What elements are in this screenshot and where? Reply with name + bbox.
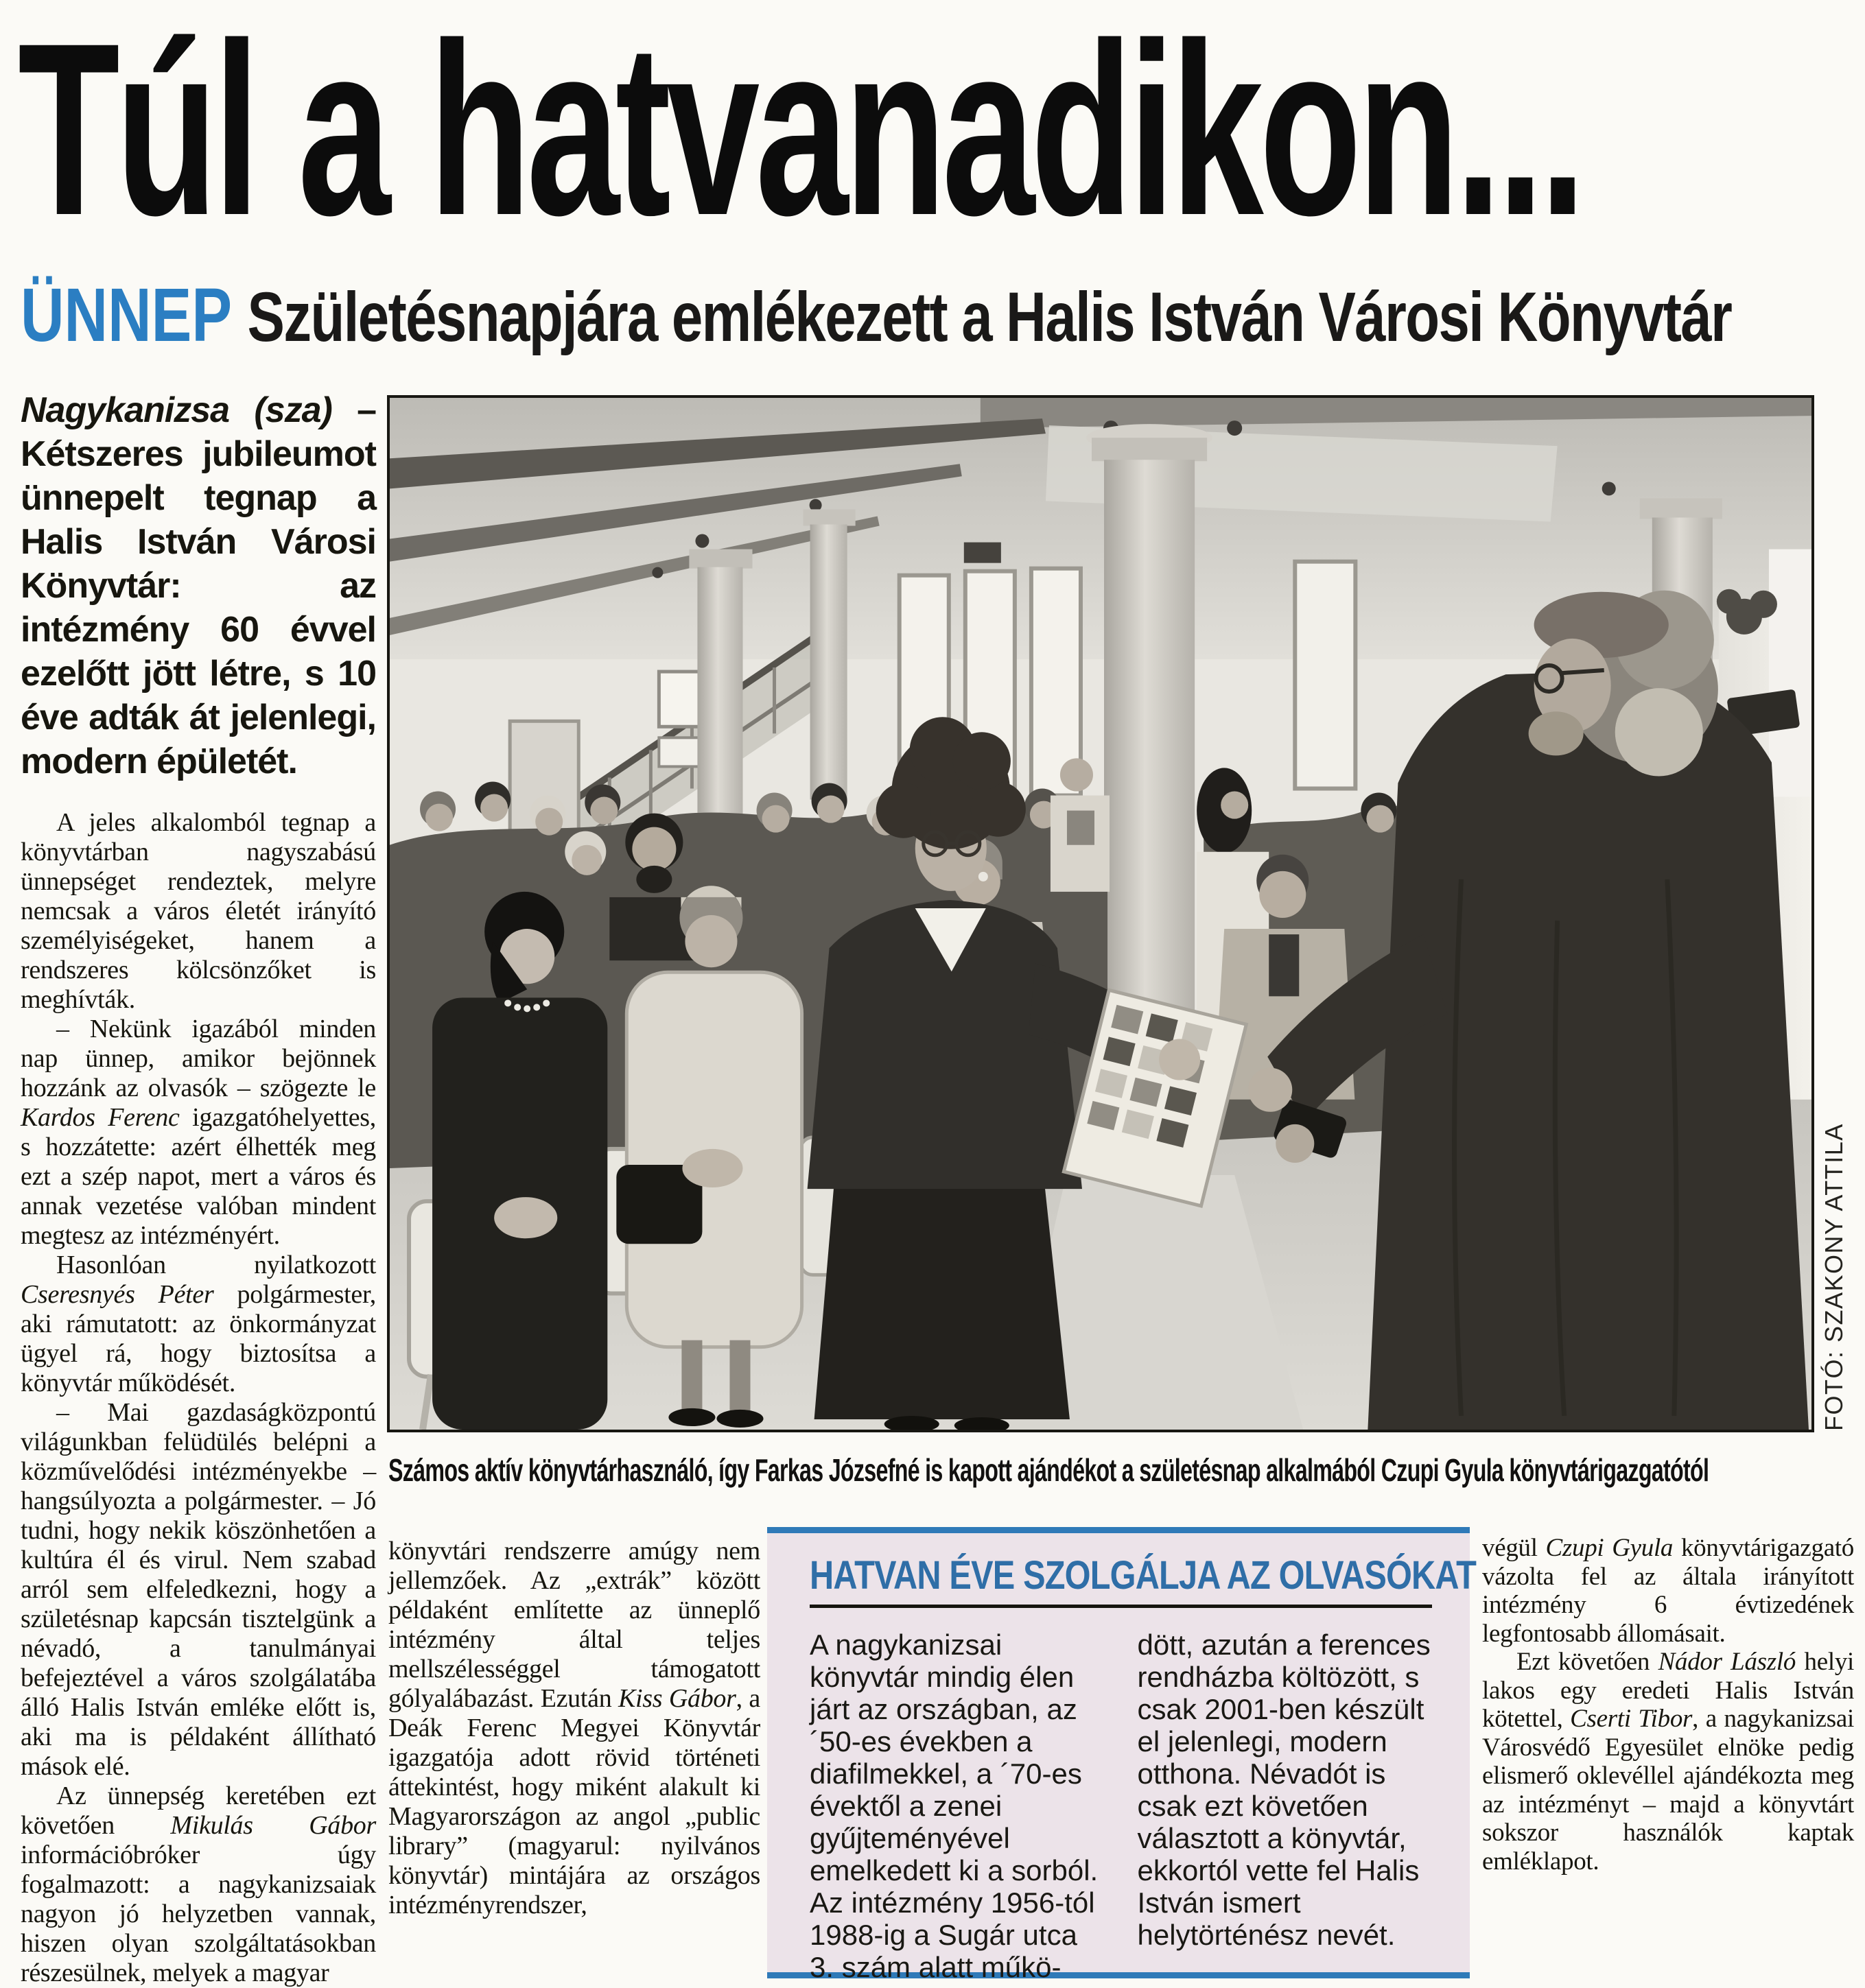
subhead: Születésnapjára emlékezett a Halis István Városi Könyvtár xyxy=(247,278,1732,356)
infobox-column-left: A nagykanizsai könyvtár mindig élen járt az országban, az ´50-es években a diafilmekkel, a ´70-es évektől a zenei gyűjteményével emelkedett ki a sorból. Az intézmény 1956-tól 1988-ig a Sugár utca 3. szám alatt műkö- xyxy=(810,1629,1099,1983)
lead-paragraph: Nagykanizsa (sza) – Kétszeres jubileumot ünnepelt tegnap a Halis István Városi Könyvtár: az intézmény 60 évvel ezelőtt jött létre, s 10 éve adták át jelenlegi, modern épületét. xyxy=(21,390,376,781)
paragraph: Hasonlóan nyilatkozott Cseresnyés Péter polgármester, aki rámutatott: az önkormányzat ügyel rá, hogy biztosítsa a könyvtár működését. xyxy=(21,1251,376,1397)
article-column-2 xyxy=(388,1537,760,1920)
paragraph: A jeles alkalomból tegnap a könyvtárban nagyszabású ünnepséget rendeztek, melyre nemcsak a város életét irányító személyiségeket, hanem a rendszeres kölcsönzőket is meghívták. xyxy=(21,808,376,1014)
article-column-3 xyxy=(1482,1534,1854,1875)
photo-caption xyxy=(388,1452,1829,1494)
paragraph: – Mai gazdaságközpontú világunkban felüdülés belépni a közművelődési intézményekbe – hangsúlyozta a polgármester. – Jó tudni, hogy nekik köszönhetően a kultúra él és virul. Nem szabad arról sem elfeledkezni, hogy a születésnap kapcsán tisztelgünk a névadó, a tanulmányai befejeztével a város szolgálatába álló Halis István emléke előtt is, aki ma is példaként állítható mások elé. xyxy=(21,1398,376,1781)
divider xyxy=(810,1605,1432,1608)
paragraph: könyvtári rendszerre amúgy nem jellemzőek. Az „extrák” között példaként említette az ünneplő intézmény által teljes mellszélességgel támogatott gólyalábazást. Ezután Kiss Gábor, a Deák Ferenc Megyei Könyvtár igazgatója adott rövid történeti áttekintést, hogy miként alakult ki Magyarországon az angol „public library” (magyarul: nyilvános könyvtár) mintájára az országos intézményrendszer, xyxy=(388,1537,760,1919)
photo-credit: FOTÓ: SZAKONY ATTILA xyxy=(1820,1123,1848,1431)
paragraph: végül Czupi Gyula könyvtárigazgató vázolta fel az általa irányított intézmény 6 évtizedének legfontosabb állomásait. xyxy=(1482,1534,1855,1648)
kicker: ÜNNEP xyxy=(21,273,233,357)
headline xyxy=(18,0,1865,266)
photo-caption-text: Számos aktív könyvtárhasználó, így Farkas Józsefné is kapott ajándékot a születésnap alkalmából Czupi Gyula könyvtárigazgatótól xyxy=(388,1452,1709,1488)
article-column-1 xyxy=(21,388,376,1988)
paragraph: Ezt követően Nádor László helyi lakos egy eredeti Halis István kötettel, Cserti Tibor, a nagykanizsai Városvédő Egyesület elnöke pedig elismerő oklevéllel ajándékozta meg az intézményt – majd a könyvtárt sokszor használók kaptak emléklapot. xyxy=(1482,1648,1854,1875)
paragraph: Az ünnepség keretében ezt követően Mikulás Gábor információbróker úgy fogalmazott: a nagykanizsaiak nagyon jó helyzetben vannak, hiszen olyan szolgáltatásokban részesülnek, melyek a magyar xyxy=(21,1782,376,1987)
infobox xyxy=(767,1527,1477,1983)
headline-text: Túl a hatvanadikon... xyxy=(18,0,1582,266)
standfirst xyxy=(21,272,1865,361)
paragraph: – Nekünk igazából minden nap ünnep, amikor bejönnek hozzánk az olvasók – szögezte le Kardos Ferenc igazgatóhelyettes, s hozzátette: azért élhették meg ezt a szép napot, mert a város és annak vezetése valóban mindent megtesz az intézményért. xyxy=(21,1015,376,1250)
infobox-title: HATVAN ÉVE SZOLGÁLJA AZ OLVASÓKAT xyxy=(810,1553,1477,1598)
infobox-column-right: dött, azután a ferences rendházba költözött, s csak 2001-ben készült el jelenlegi, modern otthona. Névadót is csak ezt követően választott a könyvtár, ekkortól vette fel Halis István ismert helytörténész nevét. xyxy=(1137,1629,1431,1951)
photo-illustration xyxy=(390,398,1811,1430)
photo xyxy=(387,395,1814,1432)
